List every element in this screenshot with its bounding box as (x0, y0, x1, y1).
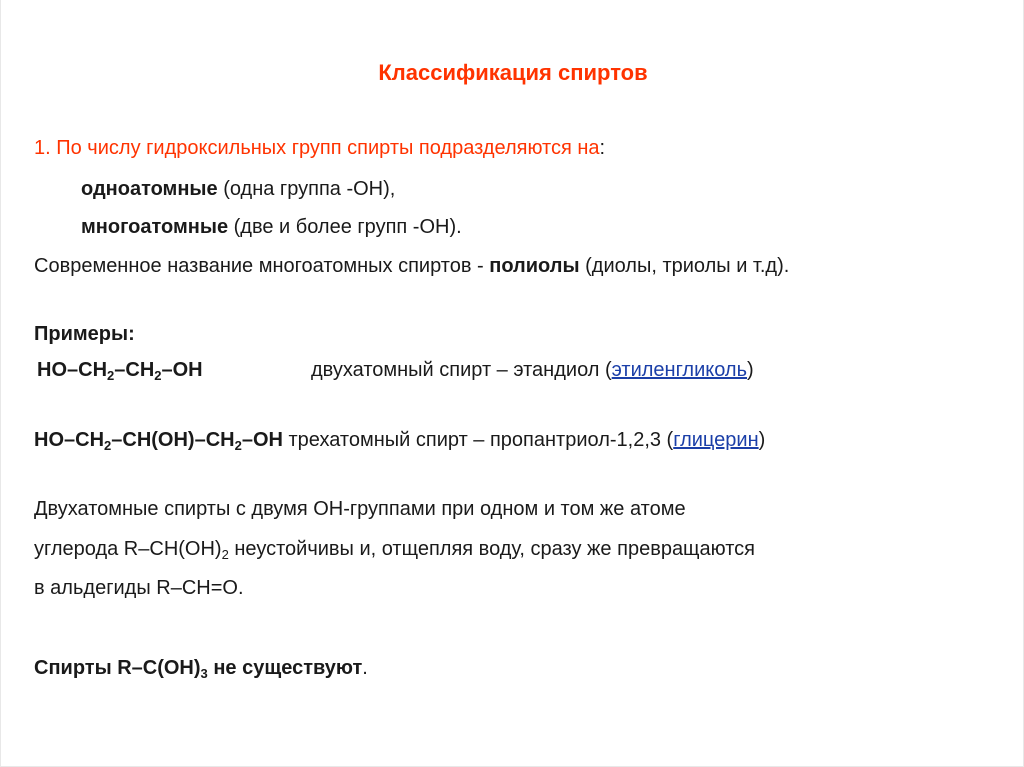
example-1-desc-text: двухатомный спирт – этандиол ( (311, 359, 612, 381)
section-1-heading (34, 136, 605, 160)
list-item-monoatomic (81, 177, 395, 201)
final-statement (34, 656, 368, 680)
term-polyols: полиолы (489, 255, 580, 277)
modern-name-suffix: (диолы, триолы и т.д). (579, 255, 790, 277)
term-monoatomic: одноатомные (81, 178, 218, 200)
formula-part: –OH (161, 359, 203, 381)
examples-heading-text: Примеры: (34, 323, 135, 345)
paragraph-line-3: в альдегиды R–CH=O. (34, 577, 244, 599)
final-text: Спирты R–C(OH) (34, 657, 201, 679)
example-2-desc-text: трехатомный спирт – пропантриол-1,2,3 ( (282, 429, 674, 451)
final-statement-bold (34, 657, 362, 679)
formula-subscript: 2 (221, 547, 229, 562)
final-text: не существуют (207, 657, 363, 679)
term-polyatomic-desc: (две и более групп -ОН). (228, 216, 462, 238)
section-heading-text: По числу гидроксильных групп спирты подразделяются на (56, 137, 600, 159)
formula-part: HO–CH (34, 429, 105, 451)
section-number: 1. (34, 137, 57, 159)
paragraph-text: углерода R–CH(OH) (34, 538, 222, 560)
formula-subscript: 2 (104, 438, 112, 453)
example-1-formula (37, 358, 203, 382)
link-ethylene-glycol[interactable]: этиленгликоль (611, 359, 748, 381)
final-dot: . (362, 657, 368, 679)
paragraph-line-1: Двухатомные спирты с двумя ОН-группами при одном и том же атоме (34, 498, 686, 520)
formula-part: HO–CH (37, 359, 108, 381)
paragraph-line-2 (34, 537, 755, 561)
example-2-line (34, 428, 765, 452)
formula-subscript: 3 (200, 666, 208, 681)
link-glycerin[interactable]: глицерин (673, 429, 759, 451)
formula-part: –OH (241, 429, 283, 451)
modern-name-line (34, 254, 789, 278)
formula-ethanediol (37, 359, 203, 381)
section-heading-colon: : (599, 137, 606, 159)
list-item-polyatomic (81, 215, 462, 239)
formula-part: –CH (114, 359, 155, 381)
formula-propanetriol (34, 429, 283, 451)
formula-subscript: 2 (154, 368, 162, 383)
example-1-description (311, 358, 754, 382)
examples-heading (34, 322, 135, 346)
term-polyatomic: многоатомные (81, 216, 229, 238)
formula-part: –CH(OH)–CH (111, 429, 235, 451)
term-monoatomic-desc: (одна группа -ОН), (217, 178, 396, 200)
paragraph-text: неустойчивы и, отщепляя воду, сразу же превращаются (228, 538, 755, 560)
example-2-close: ) (758, 429, 766, 451)
formula-subscript: 2 (107, 368, 115, 383)
example-1-close: ) (747, 359, 754, 381)
slide-title: Классификация спиртов (378, 60, 648, 85)
modern-name-prefix: Современное название многоатомных спиртов - (34, 255, 490, 277)
formula-subscript: 2 (234, 438, 242, 453)
